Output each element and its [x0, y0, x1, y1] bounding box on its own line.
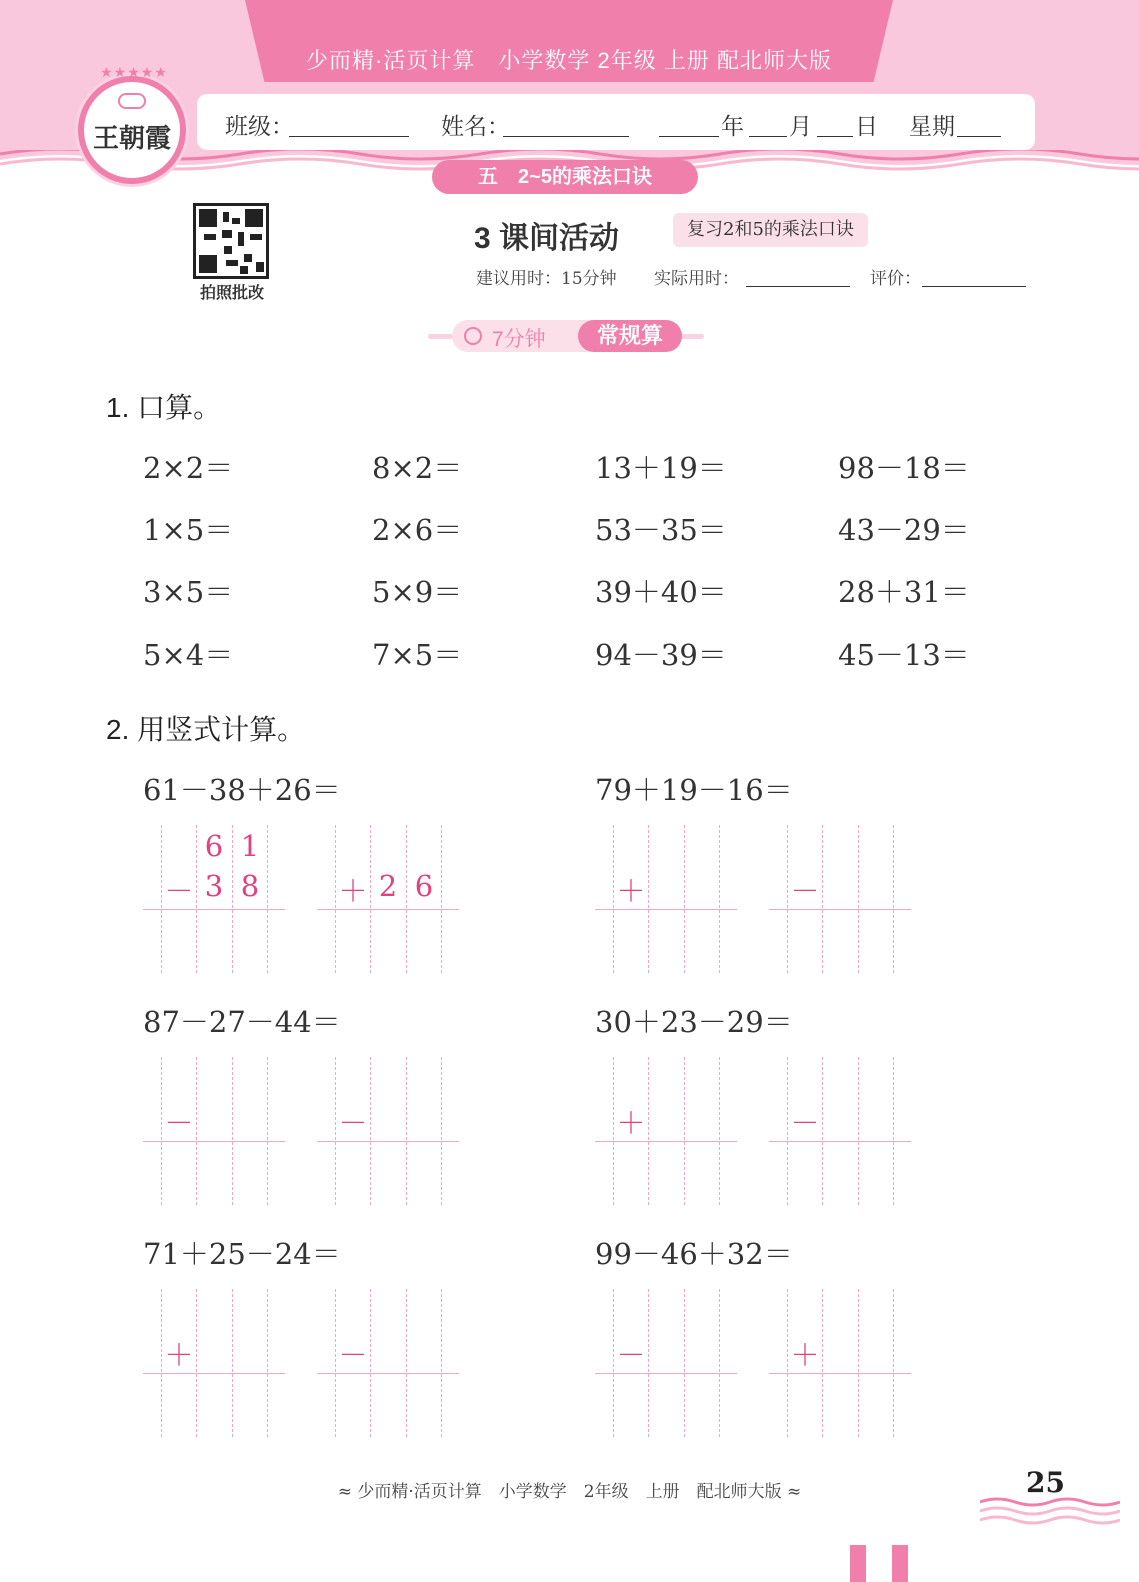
month-label: 月	[789, 113, 812, 139]
footer-text: ≈ 少而精·活页计算 小学数学 2年级 上册 配北师大版 ≈	[337, 1482, 802, 1502]
vertical-calc-expression: 71＋25－24＝	[143, 1237, 341, 1271]
vertical-calc-grid[interactable]	[143, 1289, 285, 1437]
mental-math-problem: 98－18＝	[838, 451, 970, 485]
section-minutes: 7分钟	[492, 328, 546, 351]
operator-sign: －	[338, 1106, 368, 1140]
mental-math-problem: 13＋19＝	[595, 451, 727, 485]
vertical-calc-expression: 99－46＋32＝	[595, 1237, 793, 1271]
page-tab-mark	[892, 1545, 908, 1582]
operator-sign: ＋	[338, 874, 368, 908]
vertical-calc-grid[interactable]	[317, 825, 459, 973]
vertical-calc-grid[interactable]	[317, 1289, 459, 1437]
mental-math-problem: 28＋31＝	[838, 575, 970, 609]
q2-heading: 2. 用竖式计算。	[106, 714, 306, 745]
example-digit: 6	[204, 829, 224, 863]
vertical-calc-grid[interactable]	[769, 1289, 911, 1437]
vertical-calc-expression: 61－38＋26＝	[143, 773, 341, 807]
operator-sign: －	[790, 1106, 820, 1140]
example-digit: 2	[378, 869, 398, 903]
weekday-field[interactable]	[957, 136, 1001, 137]
operator-sign: ＋	[616, 1106, 646, 1140]
vertical-calc-grid[interactable]	[595, 1057, 737, 1205]
series-title: 少而精·活页计算 小学数学 2年级 上册 配北师大版	[306, 48, 832, 73]
logo-stars: ★★★★★	[100, 64, 168, 80]
vertical-calc-grid[interactable]	[143, 825, 285, 973]
operator-sign: －	[616, 1338, 646, 1372]
name-label: 姓名：	[441, 113, 510, 139]
operator-sign: ＋	[790, 1338, 820, 1372]
example-digit: 8	[240, 869, 260, 903]
evaluation-label: 评价：	[870, 269, 921, 289]
example-digit: 3	[204, 869, 224, 903]
operator-sign: －	[164, 874, 194, 908]
unit-title: 五 2~5的乘法口诀	[432, 160, 698, 194]
vertical-calc-grid[interactable]	[769, 1057, 911, 1205]
mental-math-problem: 53－35＝	[595, 513, 727, 547]
section-header	[428, 320, 704, 352]
mental-math-problem: 1×5＝	[143, 513, 234, 547]
mental-math-problem: 39＋40＝	[595, 575, 727, 609]
mental-math-problem: 5×9＝	[372, 575, 463, 609]
section-type: 常规算	[578, 320, 682, 352]
page-number: 25	[1026, 1466, 1065, 1499]
vertical-calc-grid[interactable]	[143, 1057, 285, 1205]
weekday-label: 星期	[909, 113, 955, 139]
operator-sign: ＋	[616, 874, 646, 908]
vertical-calc-grid[interactable]	[317, 1057, 459, 1205]
q1-heading: 1. 口算。	[106, 392, 222, 423]
day-field[interactable]	[817, 136, 853, 137]
mental-math-problem: 2×2＝	[143, 451, 234, 485]
mental-math-problem: 2×6＝	[372, 513, 463, 547]
crown-icon	[118, 93, 146, 109]
name-field[interactable]	[503, 136, 629, 137]
lesson-title: 3 课间活动	[474, 222, 620, 255]
logo-text: 王朝霞	[92, 124, 171, 154]
qr-caption: 拍照批改	[199, 285, 264, 302]
vertical-calc-expression: 79＋19－16＝	[595, 773, 793, 807]
year-label: 年	[721, 113, 744, 139]
vertical-calc-expression: 87－27－44＝	[143, 1005, 341, 1039]
suggested-time: 建议用时：15分钟	[476, 269, 617, 289]
qr-code-icon[interactable]	[193, 203, 269, 279]
footer-wave-decoration	[980, 1496, 1120, 1526]
example-digit: 1	[240, 829, 260, 863]
operator-sign: －	[338, 1338, 368, 1372]
mental-math-problem: 7×5＝	[372, 638, 463, 672]
vertical-calc-grid[interactable]	[595, 825, 737, 973]
student-info-box	[197, 94, 1035, 150]
mental-math-problem: 8×2＝	[372, 451, 463, 485]
page-tab-mark	[850, 1545, 866, 1582]
day-label: 日	[855, 113, 878, 139]
mental-math-problem: 45－13＝	[838, 638, 970, 672]
month-field[interactable]	[749, 136, 787, 137]
operator-sign: ＋	[164, 1338, 194, 1372]
class-label: 班级：	[225, 113, 294, 139]
example-digit: 6	[414, 869, 434, 903]
vertical-calc-grid[interactable]	[769, 825, 911, 973]
mental-math-problem: 43－29＝	[838, 513, 970, 547]
mental-math-problem: 94－39＝	[595, 638, 727, 672]
clock-icon	[464, 327, 482, 345]
actual-time-field[interactable]	[746, 286, 850, 287]
operator-sign: －	[790, 874, 820, 908]
lesson-tag: 复习2和5的乘法口诀	[673, 213, 868, 247]
operator-sign: －	[164, 1106, 194, 1140]
mental-math-problem: 3×5＝	[143, 575, 234, 609]
actual-time-label: 实际用时：	[654, 269, 739, 289]
class-field[interactable]	[289, 136, 409, 137]
evaluation-field[interactable]	[922, 286, 1026, 287]
vertical-calc-grid[interactable]	[595, 1289, 737, 1437]
mental-math-problem: 5×4＝	[143, 638, 234, 672]
vertical-calc-expression: 30＋23－29＝	[595, 1005, 793, 1039]
year-field[interactable]	[659, 136, 719, 137]
